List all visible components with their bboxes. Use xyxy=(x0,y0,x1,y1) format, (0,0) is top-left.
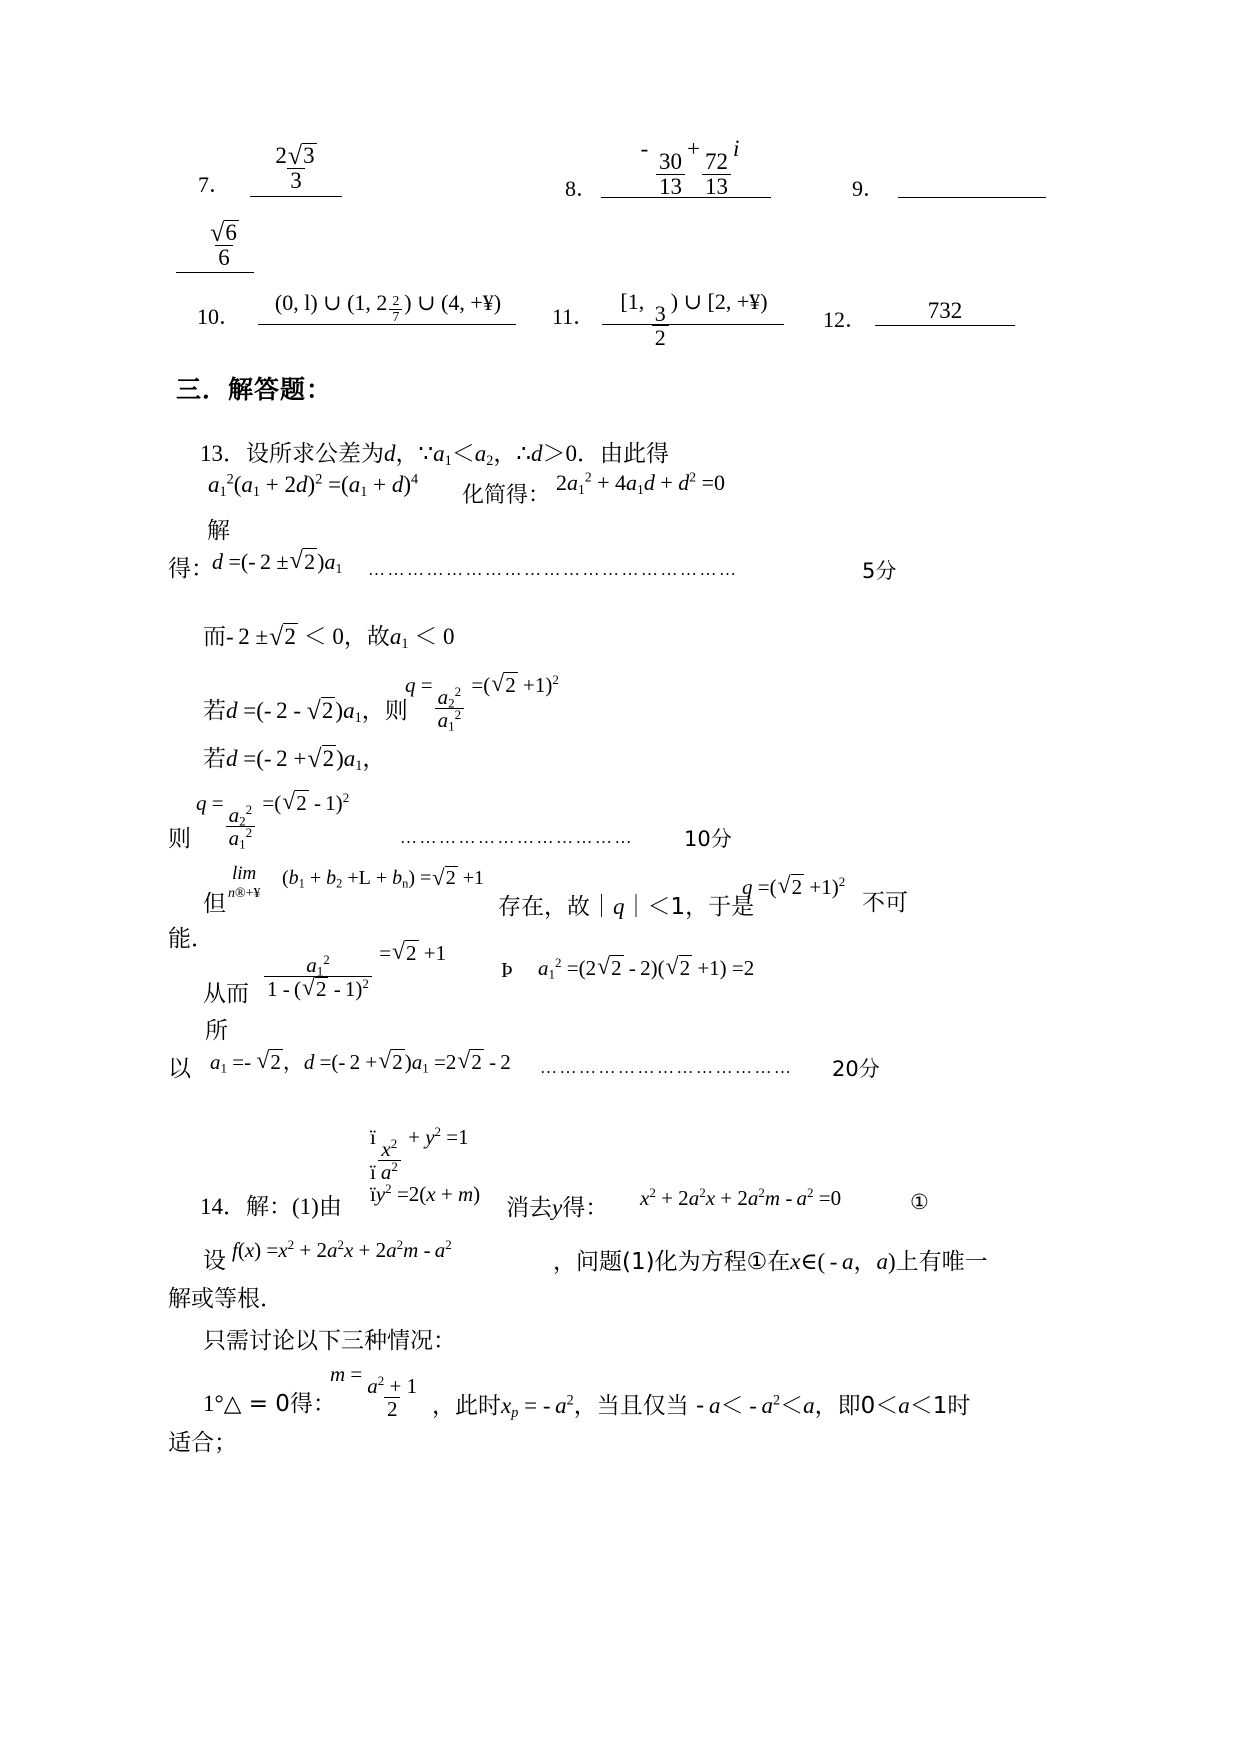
problem-14-equation-main: $x^2 + 2a^2x + 2a^2m - a^2 =0$ xyxy=(640,1185,842,1210)
answer-8-imaginary-unit: i xyxy=(733,136,740,161)
section-heading xyxy=(176,370,332,406)
answer-blank-11-rule[interactable] xyxy=(602,324,784,325)
problem-13-number: 13． xyxy=(200,441,246,466)
answer-blank-7-rule[interactable] xyxy=(250,196,342,197)
answer-item-7 xyxy=(198,168,231,199)
problem-14-system-line-1: ï $\frac{x^2}{a^2}$ + $y^2 =1$ xyxy=(370,1124,469,1184)
problem-13-solve-label-1: 解 xyxy=(207,518,230,544)
answer-7-part2 xyxy=(186,207,262,270)
answer-blank-8-rule[interactable] xyxy=(601,197,771,198)
problem-13-solve-label-2: 得： xyxy=(168,556,214,582)
problem-13-so-label-2: 以 xyxy=(168,1056,191,1082)
problem-13-text-1: 设所求公差为 xyxy=(246,441,384,467)
problem-14-line-3: 解或等根． xyxy=(168,1286,283,1312)
answer-item-9 xyxy=(852,172,885,203)
problem-13-exists-text: 存在，故｜q｜＜1，于是 xyxy=(498,894,755,920)
problem-13-equation-2: d =(- 2 ± √ $2)a_1$ xyxy=(212,546,343,576)
problem-13-dot-leader-2: ……………………………… xyxy=(400,828,634,847)
problem-14-case-1-label: 1°△ = 0得： xyxy=(203,1391,336,1417)
answer-item-11 xyxy=(552,300,595,331)
question-number-8: 8． xyxy=(565,176,599,201)
problem-13-limit-expression: lim xyxy=(232,863,257,884)
problem-13-thus-arrow: Þ xyxy=(501,958,513,982)
question-number-10: 10． xyxy=(197,304,242,329)
answer-10-expression: (0, l) ∪ (1, 2 xyxy=(274,290,388,315)
question-number-12: 12． xyxy=(823,307,868,332)
answer-blank-12-rule[interactable] xyxy=(875,325,1015,326)
answer-7-fraction: 2 √ 3 3 xyxy=(275,141,315,193)
problem-13-line-er: 而- 2 ± √ 2 ＜ 0，故$a_1 < 0$ xyxy=(203,621,455,652)
problem-13-case-2-ratio: q = $\frac{a_2^2}{a_1^2}$ =( √ 2 - 1)$^2$ xyxy=(196,788,350,852)
answer-blank-9-rule[interactable] xyxy=(898,197,1046,198)
problem-13-exists-tail: 不可 xyxy=(862,890,908,916)
problem-14-discuss: 只需讨论以下三种情况： xyxy=(203,1328,456,1354)
problem-13-final-expression: $a_1$ =- √ 2，d =(- 2 + √ $2)a_1 =2$ √ 2 - 2 xyxy=(210,1047,511,1076)
problem-14-eliminate: 消去y得： xyxy=(506,1195,609,1221)
problem-14-number: 14． xyxy=(200,1194,246,1219)
problem-13-thus-expression-2: $a_1^2 =(2$ √ 2 - 2)( √ 2 +1) =2 xyxy=(538,953,755,982)
problem-13-then-label: 则 xyxy=(168,826,191,852)
problem-13-dot-leader-1: ………………………………………………… xyxy=(368,560,739,579)
problem-13-equation-1-result: $2a_1^2 + 4a_1d + d^2 =0$ xyxy=(556,469,726,497)
problem-13-simplify-label: 化简得： xyxy=(462,483,551,508)
problem-13-case-1-ratio: q = $\frac{a_2^2}{a_1^2}$ =( √ 2 +1)$^2$ xyxy=(405,670,559,734)
problem-14-system-line-2: $ïy^2 =2(x + m)$ xyxy=(370,1181,481,1206)
problem-14-line-2-tail: ，问题(1)化为方程①在x∈( - a，a)上有唯一 xyxy=(553,1249,988,1275)
answer-blank-7[interactable] xyxy=(250,130,342,193)
problem-14-set-label: 设 xyxy=(203,1248,226,1274)
answer-11-fraction: $\frac{3}{2}$ xyxy=(652,302,669,349)
problem-13-limit-body: $(b_1 + b_2 +L + b_n)$ = √ 2 +1 xyxy=(282,864,484,891)
problem-14-function-definition: $f(x) =x^2 + 2a^2x + 2a^2m - a^2$ xyxy=(232,1237,452,1262)
problem-14-line-1: 14．解：(1)由 xyxy=(200,1194,342,1220)
problem-13-score-20: 20分 xyxy=(832,1057,880,1081)
problem-14-case-1-tail: 适合； xyxy=(168,1430,237,1456)
section-heading-text: 三．解答题： xyxy=(176,375,333,404)
problem-13-case-2: 若d =(- 2 + √ $2)a_1$， xyxy=(203,743,386,774)
problem-13-thus-expression: $a_1^2$ 1 - ( √ 2 - 1)$^2$ = √ 2 +1 xyxy=(262,940,446,1000)
question-number-7: 7． xyxy=(198,172,232,197)
problem-13-thus-label: 从而 xyxy=(203,981,249,1007)
answer-item-10 xyxy=(197,300,241,331)
problem-13-but-label: 但 xyxy=(203,891,226,917)
problem-14-system-brace-mid: ï xyxy=(370,1160,376,1184)
answer-blank-12[interactable] xyxy=(880,298,1010,324)
answer-blank-8[interactable] xyxy=(612,136,768,199)
question-number-9: 9． xyxy=(852,176,886,201)
answer-8-sign: - xyxy=(640,136,655,161)
answer-8-imag-fraction: $\frac{72}{13}$ xyxy=(702,150,731,199)
problem-14-case-1-m: m = $\frac{a^2 + 1}{2}$ xyxy=(330,1362,418,1421)
answer-8-operator: + xyxy=(687,136,700,161)
problem-13-dot-leader-3: ………………………………… xyxy=(540,1058,794,1077)
problem-13-q-value: q =( √ 2 +1)$^2$ xyxy=(742,872,846,899)
problem-13-score-10: 10分 xyxy=(684,827,732,851)
question-number-11: 11． xyxy=(552,304,596,329)
answer-8-real-fraction: $\frac{30}{13}$ xyxy=(656,150,685,199)
answer-item-12 xyxy=(823,303,867,334)
answer-blank-11[interactable]: [1, $\frac{3}{2}$ ) ∪ [2, +¥) xyxy=(620,289,768,351)
answer-7-fraction-2: √ 6 6 xyxy=(210,218,237,270)
problem-13-line-1: 13．设所求公差为d，$\because a_1<a_2$，∴d＞0．由此得 xyxy=(200,441,670,469)
answer-item-8 xyxy=(565,172,598,203)
problem-13-so-label-1: 所 xyxy=(205,1018,228,1044)
answer-7-part2-rule[interactable] xyxy=(176,272,254,273)
problem-14-case-1-mid: ，此时$x_p$ = - $a^2$，当且仅当 - $a< - a^2<a$，即0＜a＜1时 xyxy=(432,1392,971,1421)
answer-blank-10-rule[interactable] xyxy=(258,324,516,325)
problem-13-score-5: 5分 xyxy=(862,559,897,583)
problem-13-neng: 能． xyxy=(168,926,214,952)
problem-14-equation-tag-1: ① xyxy=(910,1190,929,1214)
problem-13-case-1: 若d =(- 2 - √ $2)a_1$，则 xyxy=(203,695,408,726)
answer-blank-10[interactable]: (0, l) ∪ (1, 2 $\frac{2}{7}$ ) ∪ (4, +¥) xyxy=(274,290,502,324)
problem-13-equation-1: $a_1^2(a_1 + 2d)^2 =(a_1 + d)^4$ xyxy=(208,471,419,500)
answer-10-exponent: $\frac{2}{7}$ xyxy=(389,294,402,324)
answer-11-expression: [1, xyxy=(620,289,650,314)
problem-13-limit-subscript: n®+¥ xyxy=(228,886,261,901)
answer-12-value: 732 xyxy=(927,298,963,323)
